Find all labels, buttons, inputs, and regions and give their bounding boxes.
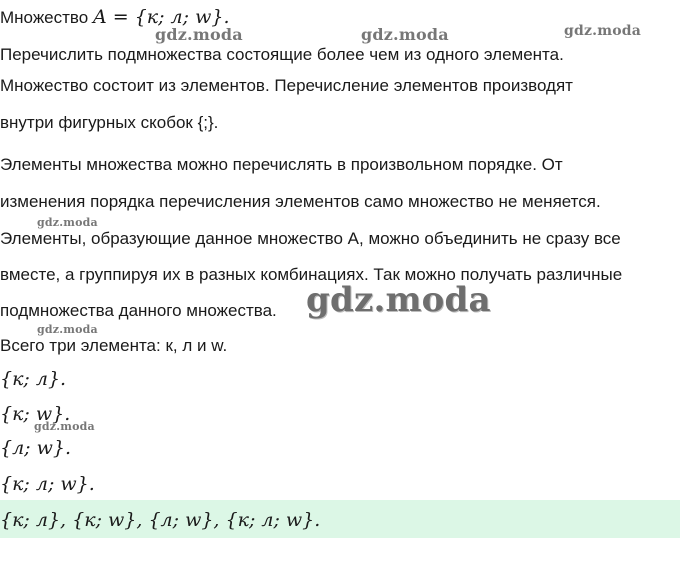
watermark-logo: gdz.moda (361, 25, 449, 44)
watermark-logo: gdz.moda (34, 420, 95, 433)
paragraph2-line4: вместе, а группируя их в разных комбинациях. Так можно получать различные (0, 265, 623, 284)
subset-3: {л; w}. (0, 437, 72, 459)
subset-4: {к; л; w}. (0, 473, 95, 495)
paragraph2-line3: Элементы, образующие данное множество А, можно объединить не сразу все (0, 229, 621, 248)
task-text: Перечислить подмножества состоящие более чем из одного элемента. (0, 45, 564, 64)
paragraph1-line1: Множество состоит из элементов. Перечисление элементов производят (0, 76, 573, 95)
set-heading-prefix: Множество (0, 8, 93, 27)
paragraph1-line2: внутри фигурных скобок {;}. (0, 113, 219, 132)
watermark-logo-large: gdz.moda (306, 280, 491, 320)
answer-line: {к; л}, {к; w}, {л; w}, {к; л; w}. (0, 509, 321, 531)
paragraph2-line1: Элементы множества можно перечислять в произвольном порядке. От (0, 155, 563, 174)
watermark-logo: gdz.moda (37, 216, 98, 229)
paragraph2-line5: подмножества данного множества. (0, 301, 277, 320)
set-heading-math: A = {к; л; w}. (92, 6, 230, 28)
subset-1: {к; л}. (0, 368, 67, 390)
watermark-logo: gdz.moda (37, 323, 98, 336)
subset-2: {к; w}. (0, 403, 71, 425)
count-line: Всего три элемента: к, л и w. (0, 336, 228, 355)
watermark-logo: gdz.moda (564, 23, 642, 39)
watermark-logo: gdz.moda (155, 25, 243, 44)
paragraph2-line2: изменения порядка перечисления элементов само множество не меняется. (0, 192, 601, 211)
